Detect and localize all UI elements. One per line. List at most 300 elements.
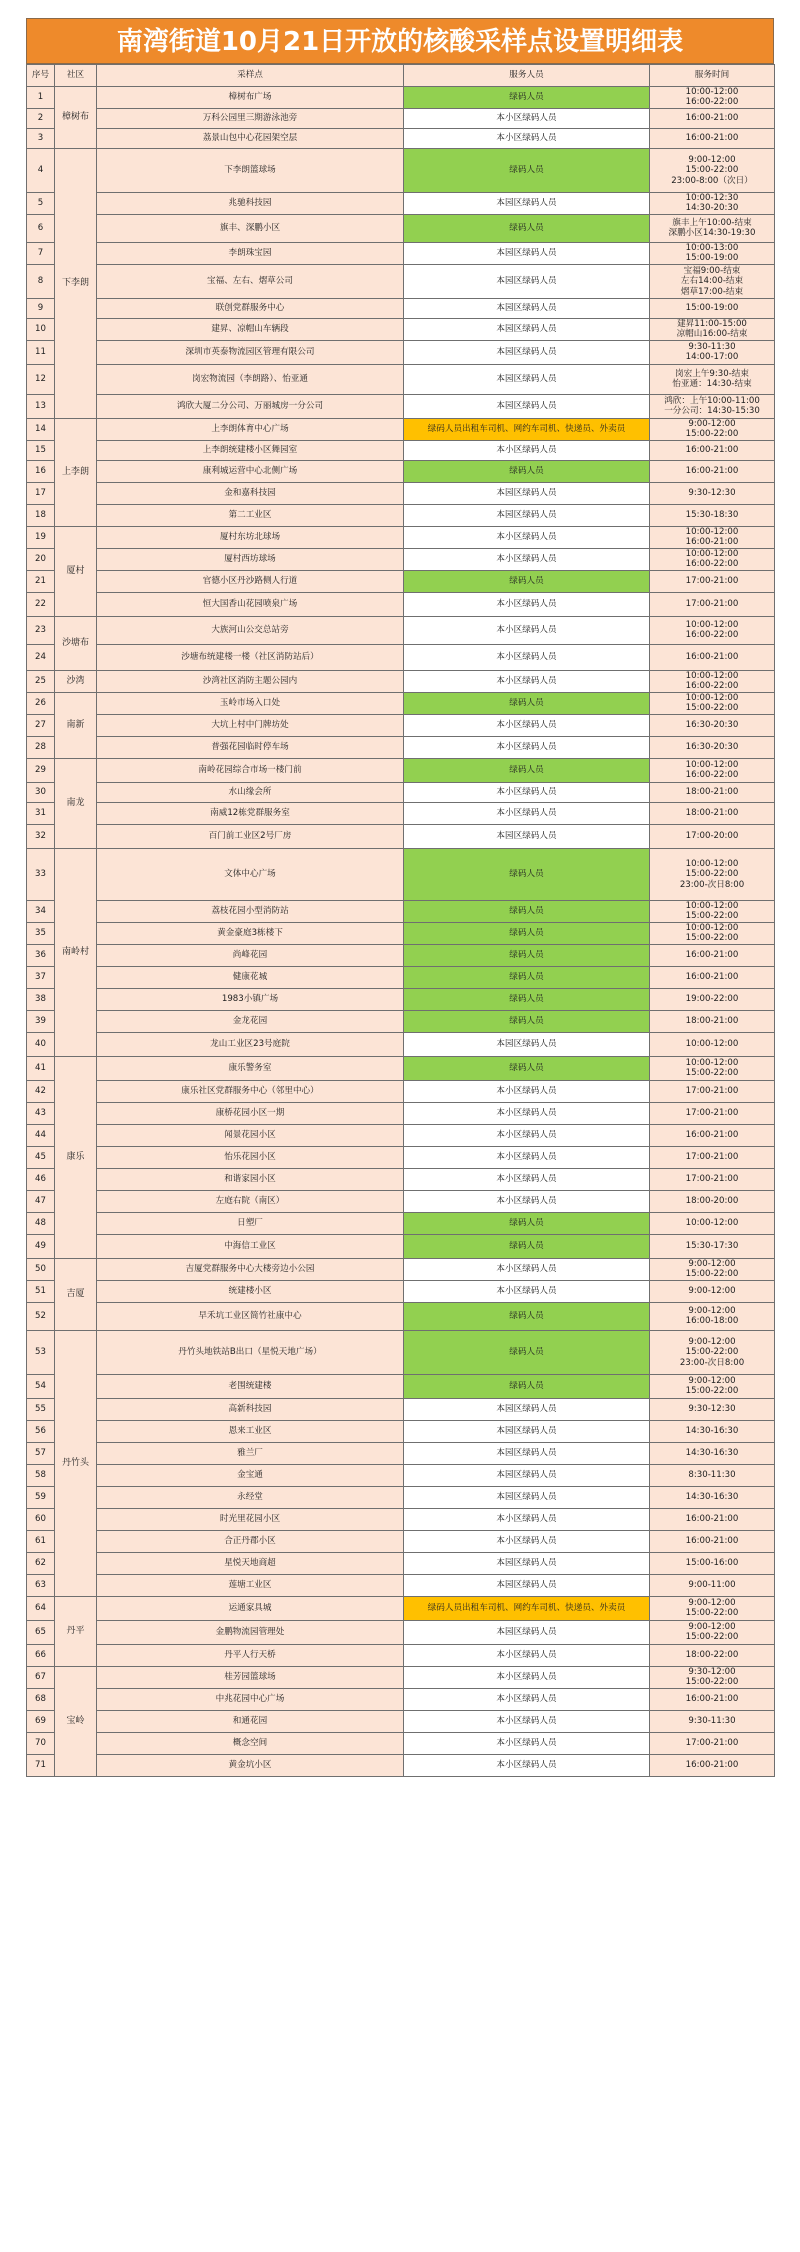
- row-number: 34: [27, 900, 55, 922]
- service-staff: 本园区绿码人员: [404, 264, 650, 298]
- service-time-line: 10:00-12:00: [685, 900, 739, 911]
- service-time: [650, 758, 775, 782]
- service-staff: 本园区绿码人员: [404, 1420, 650, 1442]
- table-row: [27, 592, 775, 616]
- service-time: [650, 242, 775, 264]
- service-staff: 绿码人员: [404, 988, 650, 1010]
- row-number: 8: [27, 264, 55, 298]
- sampling-site: 第二工业区: [97, 504, 404, 526]
- community-name: 沙湾: [55, 670, 97, 692]
- service-time-line: 17:00-20:00: [685, 831, 739, 842]
- sampling-site: 丹平人行天桥: [97, 1644, 404, 1666]
- service-time: [650, 1530, 775, 1552]
- table-row: [27, 570, 775, 592]
- row-number: 38: [27, 988, 55, 1010]
- service-time-line: 岗宏上午9:30-结束: [675, 368, 749, 379]
- table-row: [27, 1010, 775, 1032]
- table-row: [27, 1620, 775, 1644]
- service-time-line: 18:00-20:00: [685, 1196, 739, 1207]
- row-number: 60: [27, 1508, 55, 1530]
- service-time-line: 15:00-22:00: [685, 869, 739, 880]
- row-number: 1: [27, 87, 55, 109]
- service-time-line: 16:00-21:00: [685, 1130, 739, 1141]
- sampling-site: 健康花城: [97, 966, 404, 988]
- row-number: 49: [27, 1234, 55, 1258]
- service-time: [650, 1596, 775, 1620]
- service-time: [650, 1190, 775, 1212]
- service-staff: 本园区绿码人员: [404, 1552, 650, 1574]
- table-row: [27, 1596, 775, 1620]
- service-time-line: 8:30-11:30: [688, 1470, 736, 1481]
- row-number: 3: [27, 128, 55, 148]
- table-row: [27, 1552, 775, 1574]
- service-time-line: 15:30-17:30: [685, 1241, 739, 1252]
- table-row: [27, 944, 775, 966]
- service-time: [650, 1374, 775, 1398]
- service-staff: 绿码人员: [404, 1374, 650, 1398]
- sampling-site: 联创党群服务中心: [97, 298, 404, 318]
- sampling-site: 桂芳园篮球场: [97, 1666, 404, 1688]
- table-row: [27, 340, 775, 364]
- row-number: 23: [27, 616, 55, 644]
- service-time-line: 18:00-21:00: [685, 808, 739, 819]
- table-row: [27, 364, 775, 394]
- row-number: 70: [27, 1732, 55, 1754]
- service-time: [650, 526, 775, 548]
- row-number: 11: [27, 340, 55, 364]
- service-staff: 绿码人员: [404, 214, 650, 242]
- service-staff: 本园区绿码人员: [404, 482, 650, 504]
- table-row: [27, 1330, 775, 1374]
- sampling-site: 中兆花园中心广场: [97, 1688, 404, 1710]
- table-row: [27, 900, 775, 922]
- service-time-line: 15:00-22:00: [685, 165, 739, 176]
- header-site: 采样点: [97, 65, 404, 87]
- service-time-line: 16:00-21:00: [685, 1514, 739, 1525]
- row-number: 63: [27, 1574, 55, 1596]
- service-staff: 本小区绿码人员: [404, 526, 650, 548]
- row-number: 29: [27, 758, 55, 782]
- row-number: 36: [27, 944, 55, 966]
- sampling-site: 康乐社区党群服务中心（邻里中心）: [97, 1080, 404, 1102]
- sampling-site: 南岭花园综合市场一楼门前: [97, 758, 404, 782]
- table-row: [27, 1212, 775, 1234]
- service-time: [650, 570, 775, 592]
- service-staff: 绿码人员: [404, 758, 650, 782]
- table-row: [27, 714, 775, 736]
- table-row: [27, 214, 775, 242]
- sampling-site: 荔景山包中心花园架空层: [97, 128, 404, 148]
- sampling-site: 岗宏物流园（李朗路）、怡亚通: [97, 364, 404, 394]
- service-time: [650, 1124, 775, 1146]
- service-time: [650, 87, 775, 109]
- schedule-sheet: [26, 18, 774, 1777]
- service-time-line: 15:00-22:00: [685, 429, 739, 440]
- sampling-site: 龙山工业区23号庭院: [97, 1032, 404, 1056]
- service-time: [650, 440, 775, 460]
- service-staff: 本园区绿码人员: [404, 824, 650, 848]
- sampling-site: 水山缘会所: [97, 782, 404, 802]
- sampling-site: 金和嘉科技园: [97, 482, 404, 504]
- service-time: [650, 1302, 775, 1330]
- row-number: 4: [27, 148, 55, 192]
- service-time-line: 15:00-19:00: [685, 253, 739, 264]
- service-time-line: 16:00-22:00: [685, 770, 739, 781]
- service-staff: 绿码人员: [404, 1234, 650, 1258]
- service-time: [650, 782, 775, 802]
- service-time-line: 17:00-21:00: [685, 1738, 739, 1749]
- table-row: [27, 1710, 775, 1732]
- sampling-site: 玉岭市场入口处: [97, 692, 404, 714]
- service-staff: 本小区绿码人员: [404, 736, 650, 758]
- row-number: 61: [27, 1530, 55, 1552]
- service-staff: 本小区绿码人员: [404, 1754, 650, 1776]
- sampling-site: 闻景花园小区: [97, 1124, 404, 1146]
- service-staff: 绿码人员: [404, 966, 650, 988]
- sampling-site: 荔枝花园小型消防站: [97, 900, 404, 922]
- service-time-line: 16:30-20:30: [685, 720, 739, 731]
- service-time: [650, 1420, 775, 1442]
- service-time: [650, 108, 775, 128]
- service-time: [650, 214, 775, 242]
- row-number: 51: [27, 1280, 55, 1302]
- row-number: 40: [27, 1032, 55, 1056]
- table-row: [27, 782, 775, 802]
- row-number: 67: [27, 1666, 55, 1688]
- table-row: [27, 1280, 775, 1302]
- service-staff: 本园区绿码人员: [404, 1620, 650, 1644]
- service-time-line: 15:30-18:30: [685, 510, 739, 521]
- row-number: 16: [27, 460, 55, 482]
- service-time: [650, 1398, 775, 1420]
- table-row: [27, 418, 775, 440]
- row-number: 52: [27, 1302, 55, 1330]
- sampling-site: 百门前工业区2号厂房: [97, 824, 404, 848]
- service-staff: 本小区绿码人员: [404, 644, 650, 670]
- sampling-site: 文体中心广场: [97, 848, 404, 900]
- table-row: [27, 758, 775, 782]
- service-time-line: 建昇11:00-15:00: [677, 318, 747, 329]
- service-time-line: 15:00-22:00: [685, 933, 739, 944]
- row-number: 18: [27, 504, 55, 526]
- sampling-site: 尚峰花园: [97, 944, 404, 966]
- table-row: [27, 1258, 775, 1280]
- service-time-line: 17:00-21:00: [685, 1152, 739, 1163]
- table-row: [27, 644, 775, 670]
- service-staff: 本小区绿码人员: [404, 1530, 650, 1552]
- service-time-line: 怡亚通：14:30-结束: [672, 379, 752, 390]
- service-staff: 绿码人员: [404, 1330, 650, 1374]
- service-time-line: 23:00-次日8:00: [679, 1357, 745, 1368]
- sampling-site: 黄金豪庭3栋楼下: [97, 922, 404, 944]
- service-time-line: 16:00-21:00: [685, 133, 739, 144]
- service-time: [650, 1032, 775, 1056]
- sampling-site: 左庭右院（南区）: [97, 1190, 404, 1212]
- row-number: 21: [27, 570, 55, 592]
- service-time-line: 15:00-22:00: [685, 1068, 739, 1079]
- community-name: 南新: [55, 692, 97, 758]
- service-staff: 绿码人员: [404, 944, 650, 966]
- row-number: 43: [27, 1102, 55, 1124]
- sampling-site: 金宝通: [97, 1464, 404, 1486]
- community-name: 上李朗: [55, 418, 97, 526]
- table-row: [27, 460, 775, 482]
- sampling-site: 星悦天地商超: [97, 1552, 404, 1574]
- sampling-site: 康桥花园小区一期: [97, 1102, 404, 1124]
- service-time-line: 16:00-22:00: [685, 681, 739, 692]
- service-time: [650, 318, 775, 340]
- service-staff: 本园区绿码人员: [404, 242, 650, 264]
- sampling-site: 普强花园临时停车场: [97, 736, 404, 758]
- service-time: [650, 1710, 775, 1732]
- service-time-line: 9:00-12:00: [688, 1375, 736, 1386]
- service-staff: 本小区绿码人员: [404, 714, 650, 736]
- row-number: 58: [27, 1464, 55, 1486]
- row-number: 25: [27, 670, 55, 692]
- sampling-site: 沙塘布统建楼一楼（社区消防站后）: [97, 644, 404, 670]
- service-time: [650, 1056, 775, 1080]
- service-time: [650, 736, 775, 758]
- service-time: [650, 966, 775, 988]
- sampling-site: 恒大国香山花园喷泉广场: [97, 592, 404, 616]
- service-staff: 本小区绿码人员: [404, 1168, 650, 1190]
- service-time-line: 15:00-22:00: [685, 1608, 739, 1619]
- row-number: 22: [27, 592, 55, 616]
- service-time-line: 16:00-21:00: [685, 1536, 739, 1547]
- table-row: [27, 1688, 775, 1710]
- service-time: [650, 394, 775, 418]
- table-row: [27, 824, 775, 848]
- service-time: [650, 644, 775, 670]
- service-staff: 本园区绿码人员: [404, 340, 650, 364]
- table-row: [27, 1080, 775, 1102]
- service-time-line: 15:00-22:00: [685, 703, 739, 714]
- service-staff: 本小区绿码人员: [404, 1666, 650, 1688]
- service-time-line: 23:00-次日8:00: [679, 879, 745, 890]
- sampling-site: 万科公园里三期游泳池旁: [97, 108, 404, 128]
- community-name: 下李朗: [55, 148, 97, 418]
- table-row: [27, 1032, 775, 1056]
- sampling-site: 老围统建楼: [97, 1374, 404, 1398]
- service-time-line: 10:00-12:00: [685, 87, 739, 97]
- table-row: [27, 1420, 775, 1442]
- row-number: 27: [27, 714, 55, 736]
- table-row: [27, 298, 775, 318]
- service-time-line: 14:30-16:30: [685, 1492, 739, 1503]
- header-staff: 服务人员: [404, 65, 650, 87]
- service-staff: 本小区绿码人员: [404, 1190, 650, 1212]
- service-time-line: 10:00-12:30: [685, 192, 739, 203]
- row-number: 54: [27, 1374, 55, 1398]
- row-number: 31: [27, 802, 55, 824]
- row-number: 57: [27, 1442, 55, 1464]
- service-time: [650, 670, 775, 692]
- sampling-site: 雅兰厂: [97, 1442, 404, 1464]
- service-time: [650, 692, 775, 714]
- table-row: [27, 988, 775, 1010]
- service-time: [650, 504, 775, 526]
- row-number: 44: [27, 1124, 55, 1146]
- table-row: [27, 1168, 775, 1190]
- service-time: [650, 264, 775, 298]
- service-staff: 本小区绿码人员: [404, 1644, 650, 1666]
- sampling-site: 沙湾社区消防主题公园内: [97, 670, 404, 692]
- service-staff: 绿码人员: [404, 570, 650, 592]
- service-time: [650, 1620, 775, 1644]
- table-row: [27, 1666, 775, 1688]
- service-time-line: 17:00-21:00: [685, 576, 739, 587]
- service-time: [650, 1330, 775, 1374]
- service-time-line: 左右14:00-结束: [680, 276, 744, 287]
- table-row: [27, 264, 775, 298]
- sampling-site: 下李朗篮球场: [97, 148, 404, 192]
- service-time: [650, 802, 775, 824]
- row-number: 9: [27, 298, 55, 318]
- row-number: 47: [27, 1190, 55, 1212]
- service-staff: 本园区绿码人员: [404, 1574, 650, 1596]
- service-staff: 本园区绿码人员: [404, 394, 650, 418]
- sampling-site: 丹竹头地铁站B出口（星悦天地广场）: [97, 1330, 404, 1374]
- service-time-line: 15:00-22:00: [685, 1347, 739, 1358]
- row-number: 28: [27, 736, 55, 758]
- sampling-site: 概念空间: [97, 1732, 404, 1754]
- row-number: 69: [27, 1710, 55, 1732]
- row-number: 39: [27, 1010, 55, 1032]
- service-staff: 本小区绿码人员: [404, 1688, 650, 1710]
- table-row: [27, 802, 775, 824]
- row-number: 66: [27, 1644, 55, 1666]
- service-time-line: 9:30-12:30: [688, 1404, 736, 1415]
- row-number: 12: [27, 364, 55, 394]
- service-time-line: 17:00-21:00: [685, 599, 739, 610]
- table-row: [27, 1374, 775, 1398]
- service-staff: 绿码人员: [404, 1010, 650, 1032]
- row-number: 48: [27, 1212, 55, 1234]
- service-time-line: 10:00-12:00: [685, 1039, 739, 1050]
- service-time-line: 9:00-12:00: [688, 154, 736, 165]
- service-time-line: 16:00-21:00: [685, 1694, 739, 1705]
- service-time: [650, 1486, 775, 1508]
- table-row: [27, 108, 775, 128]
- service-time-line: 9:00-12:00: [688, 1597, 736, 1608]
- sampling-site: 官德小区丹沙路侧人行道: [97, 570, 404, 592]
- service-time-line: 16:00-21:00: [685, 950, 739, 961]
- table-row: [27, 922, 775, 944]
- table-row: [27, 526, 775, 548]
- row-number: 32: [27, 824, 55, 848]
- sampling-site: 黄金坑小区: [97, 1754, 404, 1776]
- table-row: [27, 1102, 775, 1124]
- service-time: [650, 848, 775, 900]
- service-time-line: 15:00-22:00: [685, 1632, 739, 1643]
- row-number: 20: [27, 548, 55, 570]
- table-row: [27, 1574, 775, 1596]
- service-time-line: 15:00-16:00: [685, 1558, 739, 1569]
- service-time: [650, 1102, 775, 1124]
- service-time-line: 16:00-21:00: [685, 652, 739, 663]
- sampling-site: 中海信工业区: [97, 1234, 404, 1258]
- sampling-site: 和谐家园小区: [97, 1168, 404, 1190]
- table-row: [27, 1234, 775, 1258]
- table-row: [27, 87, 775, 109]
- service-time-line: 9:30-12:30: [688, 488, 736, 499]
- service-time: [650, 418, 775, 440]
- row-number: 46: [27, 1168, 55, 1190]
- service-time-line: 18:00-21:00: [685, 1016, 739, 1027]
- sampling-site: 恩来工业区: [97, 1420, 404, 1442]
- service-time-line: 9:00-12:00: [688, 418, 736, 429]
- service-staff: 本小区绿码人员: [404, 1732, 650, 1754]
- table-body: [27, 87, 775, 1777]
- row-number: 15: [27, 440, 55, 460]
- row-number: 55: [27, 1398, 55, 1420]
- service-staff: 本园区绿码人员: [404, 298, 650, 318]
- service-time: [650, 824, 775, 848]
- row-number: 5: [27, 192, 55, 214]
- row-number: 71: [27, 1754, 55, 1776]
- sampling-site: 建昇、凉帽山车辆段: [97, 318, 404, 340]
- service-time-line: 15:00-22:00: [685, 1269, 739, 1280]
- table-row: [27, 482, 775, 504]
- sampling-site: 大族河山公交总站旁: [97, 616, 404, 644]
- page-title: 南湾街道10月21日开放的核酸采样点设置明细表: [26, 18, 774, 64]
- row-number: 41: [27, 1056, 55, 1080]
- table-row: [27, 1486, 775, 1508]
- table-row: [27, 966, 775, 988]
- service-staff: 本小区绿码人员: [404, 592, 650, 616]
- service-time-line: 16:30-20:30: [685, 742, 739, 753]
- service-time-line: 10:00-12:00: [685, 1057, 739, 1068]
- row-number: 7: [27, 242, 55, 264]
- service-time-line: 宝福9:00-结束: [683, 265, 741, 276]
- service-staff: 本小区绿码人员: [404, 1280, 650, 1302]
- sampling-site: 兆驰科技园: [97, 192, 404, 214]
- service-time-line: 16:00-21:00: [685, 537, 739, 548]
- service-staff: 本小区绿码人员: [404, 1710, 650, 1732]
- table-row: [27, 128, 775, 148]
- table-row: [27, 148, 775, 192]
- service-time-line: 17:00-21:00: [685, 1086, 739, 1097]
- sampling-site: 厦村东坊北球场: [97, 526, 404, 548]
- service-staff: 本小区绿码人员: [404, 128, 650, 148]
- service-time: [650, 482, 775, 504]
- sampling-site: 李朗珠宝园: [97, 242, 404, 264]
- service-time: [650, 1464, 775, 1486]
- service-time-line: 15:00-19:00: [685, 303, 739, 314]
- service-time: [650, 1666, 775, 1688]
- table-header-row: [27, 65, 775, 87]
- service-time-line: 9:30-12:00: [688, 1666, 736, 1677]
- service-time-line: 16:00-22:00: [685, 559, 739, 570]
- service-staff: 本园区绿码人员: [404, 1442, 650, 1464]
- community-name: 樟树布: [55, 87, 97, 149]
- sampling-site: 和通花园: [97, 1710, 404, 1732]
- service-staff: 本小区绿码人员: [404, 802, 650, 824]
- table-row: [27, 1146, 775, 1168]
- service-time-line: 旗丰上午10:00-结束: [672, 217, 752, 228]
- service-time-line: 18:00-21:00: [685, 787, 739, 798]
- service-time-line: 16:00-21:00: [685, 113, 739, 124]
- service-staff: 绿码人员: [404, 148, 650, 192]
- service-time: [650, 592, 775, 616]
- service-staff: 绿码人员: [404, 848, 650, 900]
- service-staff: 绿码人员: [404, 1056, 650, 1080]
- table-row: [27, 1530, 775, 1552]
- table-row: [27, 692, 775, 714]
- service-time-line: 9:00-12:00: [688, 1258, 736, 1269]
- service-time: [650, 192, 775, 214]
- service-staff: 绿码人员: [404, 1212, 650, 1234]
